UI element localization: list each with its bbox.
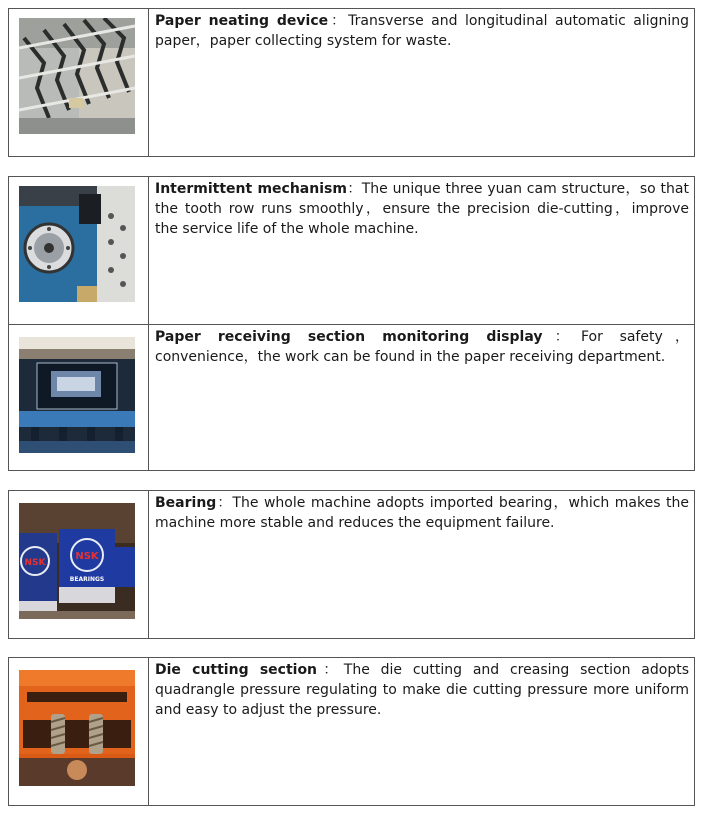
description-cell — [149, 491, 695, 639]
feature-table-1 — [8, 8, 695, 157]
feature-table-2 — [8, 176, 695, 471]
feature-title: Paper receiving section monitoring display — [155, 329, 543, 345]
feature-description: The die cutting and creasing section adopts quadrangle pressure regulating to make die cutting pressure more uniform and easy to adjust the pressure. — [155, 662, 690, 718]
image-cell — [9, 177, 149, 325]
die-cutting-section-photo — [19, 670, 135, 786]
description-cell — [149, 658, 695, 806]
bearing-photo — [19, 503, 135, 619]
monitoring-display-photo — [19, 337, 135, 453]
feature-title: Intermittent mechanism — [155, 181, 347, 197]
title-separator: ： — [346, 181, 362, 197]
paper-neating-device-photo — [19, 18, 135, 134]
feature-row-die-cutting — [9, 658, 695, 806]
bearing-box-sublabel: BEARINGS — [69, 576, 105, 583]
feature-row-monitoring — [9, 325, 695, 471]
image-cell — [9, 491, 149, 639]
feature-row-paper-neating — [9, 9, 695, 157]
description-cell — [149, 325, 695, 471]
title-separator: ： — [317, 662, 344, 678]
image-cell — [9, 658, 149, 806]
intermittent-mechanism-photo — [19, 186, 135, 302]
feature-description: The whole machine adopts imported bearing，which makes the machine more stable and reduces the equipment failure. — [155, 495, 690, 531]
feature-description: For safety，convenience，the work can be found in the paper receiving department. — [155, 329, 690, 365]
feature-row-intermittent — [9, 177, 695, 325]
feature-row-bearing — [9, 491, 695, 639]
title-separator: ： — [542, 329, 581, 345]
description-cell — [149, 177, 695, 325]
feature-title: Die cutting section — [155, 662, 318, 678]
image-cell — [9, 325, 149, 471]
feature-description: Transverse and longitudinal automatic aligning paper，paper collecting system for waste. — [155, 13, 690, 49]
feature-description: The unique three yuan cam structure，so that the tooth row runs smoothly，ensure the precision die-cutting，improve the service life of the whole machine. — [155, 181, 689, 237]
title-separator: ： — [328, 13, 349, 29]
image-cell — [9, 9, 149, 157]
title-separator: ： — [216, 495, 233, 511]
feature-table-3 — [8, 490, 695, 639]
feature-title: Paper neating device — [155, 13, 329, 29]
bearing-brand-logo-left: NSK — [24, 558, 46, 568]
bearing-brand-logo: NSK — [75, 551, 99, 562]
feature-title: Bearing — [155, 495, 217, 511]
feature-table-4 — [8, 657, 695, 806]
description-cell — [149, 9, 695, 157]
